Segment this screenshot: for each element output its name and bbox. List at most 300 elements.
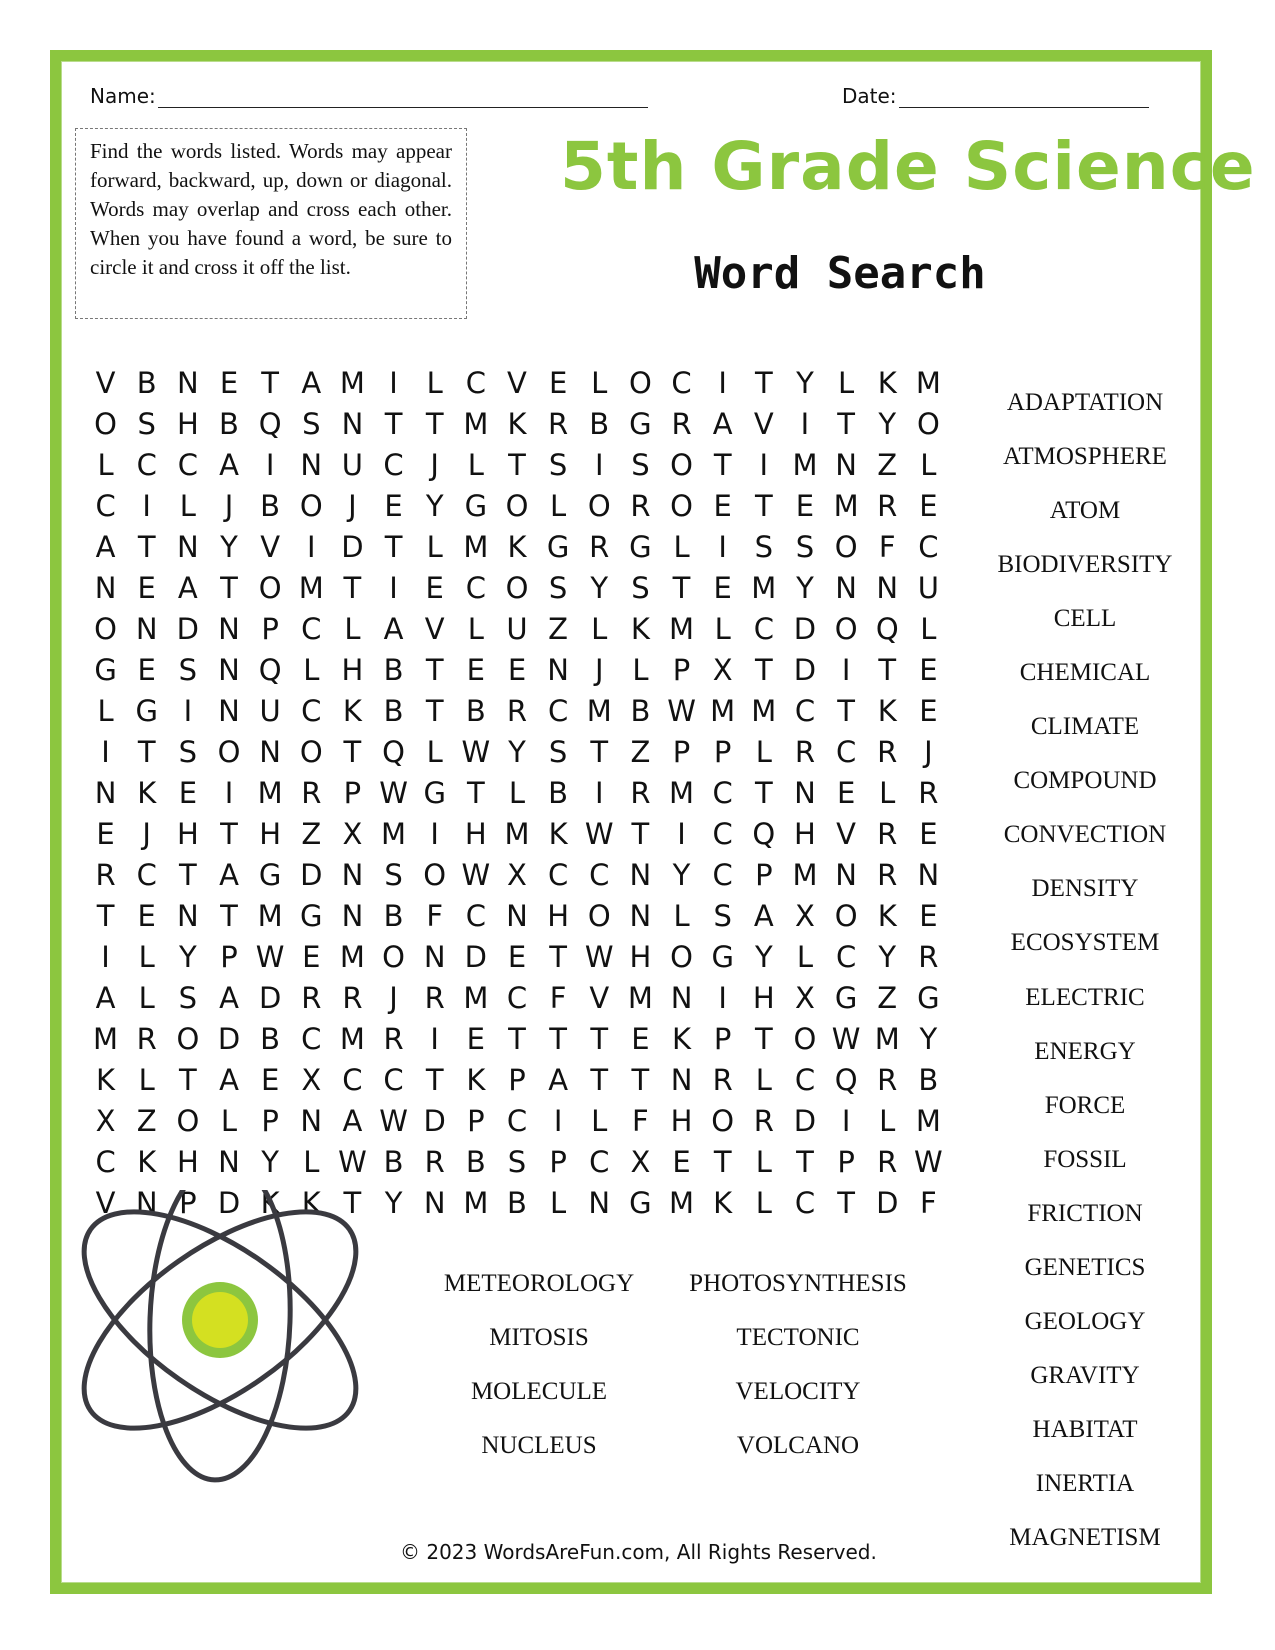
grid-letter[interactable]: P [755,858,773,893]
grid-letter[interactable]: O [299,488,323,523]
grid-letter[interactable]: S [548,570,568,605]
grid-letter[interactable]: T [137,529,156,564]
grid-letter[interactable]: K [507,406,527,441]
grid-letter[interactable]: E [507,652,527,687]
grid-letter[interactable]: E [919,488,938,523]
grid-letter[interactable]: B [589,406,610,441]
grid-letter[interactable]: N [135,1186,158,1221]
grid-letter[interactable]: F [426,899,444,934]
grid-letter[interactable]: F [632,1104,649,1139]
grid-letter[interactable]: T [754,652,773,687]
grid-letter[interactable]: C [465,899,486,934]
grid-letter[interactable]: S [137,406,156,441]
grid-letter[interactable]: C [465,570,486,605]
grid-letter[interactable]: Q [258,406,282,441]
grid-letter[interactable]: K [548,817,568,852]
grid-letter[interactable]: C [177,447,198,482]
grid-letter[interactable]: R [301,775,322,810]
grid-letter[interactable]: V [753,406,774,441]
grid-letter[interactable]: Y [178,940,197,975]
grid-letter[interactable]: I [183,693,193,728]
grid-letter[interactable]: I [101,940,110,975]
grid-letter[interactable]: T [508,447,526,482]
grid-letter[interactable]: L [138,940,155,975]
grid-letter[interactable]: M [586,693,612,728]
grid-letter[interactable]: X [342,817,363,852]
grid-letter[interactable]: T [754,365,773,400]
grid-letter[interactable]: K [507,529,527,564]
grid-letter[interactable]: I [841,1104,851,1139]
grid-letter[interactable]: K [466,1063,486,1098]
grid-letter[interactable]: T [425,693,444,728]
grid-letter[interactable]: H [629,940,652,975]
grid-letter[interactable]: C [794,1063,816,1098]
grid-letter[interactable]: C [465,365,486,400]
grid-letter[interactable]: D [876,1186,899,1221]
grid-letter[interactable]: P [220,940,238,975]
grid-letter[interactable]: O [670,447,693,482]
grid-letter[interactable]: W [584,817,614,852]
grid-letter[interactable]: A [95,529,116,564]
grid-letter[interactable]: K [630,611,650,646]
grid-letter[interactable]: I [677,817,686,852]
date-line[interactable] [899,87,1149,108]
grid-letter[interactable]: R [342,981,363,1016]
grid-letter[interactable]: L [591,611,608,646]
grid-letter[interactable]: O [916,406,940,441]
grid-letter[interactable]: Y [878,940,897,975]
grid-letter[interactable]: I [800,406,810,441]
grid-letter[interactable]: B [383,652,404,687]
grid-letter[interactable]: B [136,365,157,400]
grid-letter[interactable]: E [836,775,856,810]
grid-letter[interactable]: S [302,406,321,441]
grid-letter[interactable]: T [425,1063,444,1098]
grid-letter[interactable]: M [710,693,736,728]
grid-letter[interactable]: G [258,858,282,893]
grid-letter[interactable]: E [919,652,938,687]
grid-letter[interactable]: H [547,899,570,934]
grid-letter[interactable]: O [176,1104,200,1139]
grid-letter[interactable]: L [796,940,814,975]
grid-letter[interactable]: M [339,1022,365,1057]
grid-letter[interactable]: M [463,406,489,441]
grid-letter[interactable]: T [425,652,444,687]
grid-letter[interactable]: T [137,734,156,769]
grid-letter[interactable]: L [220,1104,238,1139]
grid-letter[interactable]: X [95,1104,116,1139]
grid-letter[interactable]: N [341,899,364,934]
grid-letter[interactable]: H [464,817,487,852]
grid-letter[interactable]: T [837,1186,855,1221]
grid-letter[interactable]: L [591,365,608,400]
grid-letter[interactable]: I [224,775,234,810]
grid-letter[interactable]: O [587,488,611,523]
grid-letter[interactable]: M [504,817,530,852]
grid-letter[interactable]: C [753,611,774,646]
grid-letter[interactable]: R [136,1022,157,1057]
grid-letter[interactable]: R [630,488,651,523]
grid-letter[interactable]: E [96,817,115,852]
grid-letter[interactable]: N [588,1186,611,1221]
grid-letter[interactable]: N [218,611,240,646]
grid-letter[interactable]: L [920,611,937,646]
grid-letter[interactable]: I [101,734,110,769]
grid-letter[interactable]: T [754,775,773,810]
grid-letter[interactable]: E [919,817,938,852]
grid-letter[interactable]: P [549,1145,567,1180]
grid-letter[interactable]: E [548,365,568,400]
grid-letter[interactable]: Y [425,488,444,523]
grid-letter[interactable]: D [217,1022,241,1057]
name-line[interactable] [158,87,648,108]
grid-letter[interactable]: F [878,529,896,564]
grid-letter[interactable]: C [95,1145,116,1180]
grid-letter[interactable]: T [590,1063,609,1098]
grid-letter[interactable]: P [261,611,279,646]
grid-letter[interactable]: K [301,1186,321,1221]
grid-letter[interactable]: W [667,693,696,728]
grid-letter[interactable]: E [631,1022,650,1057]
grid-letter[interactable]: A [342,1104,363,1139]
grid-letter[interactable]: N [94,775,117,810]
grid-letter[interactable]: E [713,570,732,605]
grid-letter[interactable]: M [463,981,489,1016]
grid-letter[interactable]: R [383,1022,404,1057]
grid-letter[interactable]: V [836,817,857,852]
date-field[interactable] [842,84,1149,108]
grid-letter[interactable]: H [176,1145,199,1180]
grid-letter[interactable]: N [547,652,569,687]
grid-letter[interactable]: L [97,693,114,728]
grid-letter[interactable]: T [837,406,855,441]
grid-letter[interactable]: C [136,447,157,482]
grid-letter[interactable]: Z [877,447,898,482]
grid-letter[interactable]: M [381,817,407,852]
grid-letter[interactable]: C [342,1063,363,1098]
grid-letter[interactable]: H [794,817,816,852]
grid-letter[interactable]: D [793,1104,817,1139]
grid-letter[interactable]: T [549,940,567,975]
grid-letter[interactable]: T [425,406,444,441]
grid-letter[interactable]: V [507,365,527,400]
grid-letter[interactable]: O [670,488,693,523]
grid-letter[interactable]: K [96,1063,116,1098]
grid-letter[interactable]: L [426,529,443,564]
grid-letter[interactable]: K [342,693,362,728]
grid-letter[interactable]: O [834,529,858,564]
grid-letter[interactable]: R [671,406,692,441]
grid-letter[interactable]: P [467,1104,485,1139]
grid-letter[interactable]: N [300,447,323,482]
grid-letter[interactable]: Y [508,734,526,769]
grid-letter[interactable]: R [630,775,651,810]
grid-letter[interactable]: J [348,488,357,523]
grid-letter[interactable]: P [261,1104,279,1139]
grid-letter[interactable]: N [177,899,199,934]
grid-letter[interactable]: K [137,1145,157,1180]
grid-letter[interactable]: C [301,1022,322,1057]
grid-letter[interactable]: N [94,570,117,605]
grid-letter[interactable]: G [546,529,570,564]
grid-letter[interactable]: D [176,611,200,646]
grid-letter[interactable]: C [506,981,528,1016]
grid-letter[interactable]: N [259,734,281,769]
grid-letter[interactable]: O [834,899,858,934]
grid-letter[interactable]: B [219,406,239,441]
grid-letter[interactable]: L [426,365,443,400]
grid-letter[interactable]: I [718,365,727,400]
grid-letter[interactable]: L [879,775,896,810]
grid-letter[interactable]: E [178,775,198,810]
grid-letter[interactable]: C [95,488,116,523]
grid-letter[interactable]: O [382,940,405,975]
grid-letter[interactable]: L [138,1063,155,1098]
grid-letter[interactable]: E [507,940,527,975]
grid-letter[interactable]: G [135,693,158,728]
grid-letter[interactable]: B [465,693,486,728]
grid-letter[interactable]: N [300,1104,323,1139]
grid-letter[interactable]: E [137,899,156,934]
grid-letter[interactable]: W [379,1104,408,1139]
grid-letter[interactable]: F [920,1186,937,1221]
grid-letter[interactable]: B [383,1145,404,1180]
grid-letter[interactable]: A [219,1063,239,1098]
grid-letter[interactable]: C [383,447,404,482]
grid-letter[interactable]: A [301,365,322,400]
grid-letter[interactable]: N [341,858,364,893]
grid-letter[interactable]: C [589,858,610,893]
grid-letter[interactable]: Y [261,1145,279,1180]
grid-letter[interactable]: O [628,365,652,400]
grid-letter[interactable]: X [795,899,815,934]
grid-letter[interactable]: L [467,447,484,482]
grid-letter[interactable]: M [915,365,941,400]
grid-letter[interactable]: T [508,1022,526,1057]
grid-letter[interactable]: U [506,611,528,646]
grid-letter[interactable]: C [301,611,322,646]
grid-letter[interactable]: Z [136,1104,157,1139]
grid-letter[interactable]: M [915,1104,941,1139]
grid-letter[interactable]: T [384,406,403,441]
grid-letter[interactable]: F [549,981,567,1016]
grid-letter[interactable]: O [670,940,693,975]
grid-letter[interactable]: T [220,899,238,934]
grid-letter[interactable]: T [96,899,115,934]
grid-letter[interactable]: X [301,1063,322,1098]
grid-letter[interactable]: B [465,1145,486,1180]
grid-letter[interactable]: I [594,447,604,482]
grid-letter[interactable]: L [673,899,690,934]
grid-letter[interactable]: K [877,693,897,728]
grid-letter[interactable]: T [466,775,485,810]
grid-letter[interactable]: O [587,899,611,934]
grid-letter[interactable]: V [589,981,610,1016]
grid-letter[interactable]: I [389,570,398,605]
grid-letter[interactable]: M [463,1186,489,1221]
grid-letter[interactable]: M [257,775,283,810]
grid-letter[interactable]: W [584,940,614,975]
grid-letter[interactable]: L [755,1063,772,1098]
grid-letter[interactable]: E [137,652,156,687]
grid-letter[interactable]: E [713,488,732,523]
grid-letter[interactable]: G [629,1186,652,1221]
grid-letter[interactable]: N [670,981,693,1016]
grid-letter[interactable]: T [343,570,362,605]
grid-letter[interactable]: I [718,529,727,564]
grid-letter[interactable]: K [260,1186,280,1221]
grid-letter[interactable]: N [835,570,857,605]
grid-letter[interactable]: G [300,899,323,934]
grid-letter[interactable]: C [835,734,857,769]
grid-letter[interactable]: B [260,488,281,523]
grid-letter[interactable]: Y [220,529,238,564]
grid-letter[interactable]: P [713,1022,732,1057]
grid-letter[interactable]: V [95,365,116,400]
grid-letter[interactable]: N [423,940,446,975]
grid-letter[interactable]: L [755,734,772,769]
grid-letter[interactable]: J [389,981,398,1016]
grid-letter[interactable]: T [343,734,362,769]
grid-letter[interactable]: A [219,981,239,1016]
grid-letter[interactable]: T [590,734,609,769]
grid-letter[interactable]: L [179,488,196,523]
grid-letter[interactable]: N [341,406,364,441]
grid-letter[interactable]: L [920,447,937,482]
grid-letter[interactable]: K [672,1022,692,1057]
grid-letter[interactable]: V [424,611,445,646]
grid-letter[interactable]: O [834,611,858,646]
grid-letter[interactable]: T [343,1186,362,1221]
grid-letter[interactable]: N [794,775,816,810]
grid-letter[interactable]: R [95,858,116,893]
grid-letter[interactable]: H [176,406,199,441]
grid-letter[interactable]: Q [834,1063,858,1098]
grid-letter[interactable]: D [217,1186,241,1221]
grid-letter[interactable]: T [384,529,403,564]
grid-letter[interactable]: L [838,365,855,400]
grid-letter[interactable]: L [97,447,114,482]
grid-letter[interactable]: I [142,488,151,523]
grid-letter[interactable]: T [713,447,732,482]
grid-letter[interactable]: X [507,858,527,893]
grid-letter[interactable]: I [306,529,316,564]
grid-letter[interactable]: R [877,858,898,893]
grid-letter[interactable]: M [627,981,653,1016]
grid-letter[interactable]: A [548,1063,569,1098]
grid-letter[interactable]: D [258,981,282,1016]
grid-letter[interactable]: P [672,734,691,769]
grid-letter[interactable]: J [142,817,151,852]
grid-letter[interactable]: J [924,734,933,769]
grid-letter[interactable]: M [792,858,818,893]
grid-letter[interactable]: T [178,1063,197,1098]
grid-letter[interactable]: T [837,693,855,728]
grid-letter[interactable]: R [589,529,610,564]
grid-letter[interactable]: S [384,858,403,893]
grid-letter[interactable]: J [224,488,234,523]
grid-letter[interactable]: I [430,817,439,852]
grid-letter[interactable]: L [426,734,443,769]
grid-letter[interactable]: A [383,611,404,646]
grid-letter[interactable]: O [176,1022,200,1057]
grid-letter[interactable]: G [917,981,940,1016]
grid-letter[interactable]: S [631,447,650,482]
grid-letter[interactable]: W [914,1145,943,1180]
grid-letter[interactable]: P [713,734,732,769]
grid-letter[interactable]: Y [878,406,897,441]
grid-letter[interactable]: G [834,981,858,1016]
grid-letter[interactable]: T [878,652,897,687]
grid-letter[interactable]: H [176,817,199,852]
grid-letter[interactable]: T [796,1145,814,1180]
grid-letter[interactable]: M [792,447,818,482]
grid-letter[interactable]: S [631,570,650,605]
grid-letter[interactable]: L [550,1186,567,1221]
grid-letter[interactable]: R [877,817,898,852]
grid-letter[interactable]: G [464,488,488,523]
grid-letter[interactable]: I [718,981,727,1016]
grid-letter[interactable]: G [711,940,734,975]
grid-letter[interactable]: O [505,570,529,605]
grid-letter[interactable]: V [260,529,281,564]
grid-letter[interactable]: S [548,447,568,482]
grid-letter[interactable]: Z [877,981,898,1016]
grid-letter[interactable]: D [341,529,364,564]
grid-letter[interactable]: C [712,775,733,810]
grid-letter[interactable]: R [877,1063,898,1098]
grid-letter[interactable]: C [383,1063,404,1098]
grid-letter[interactable]: R [918,775,939,810]
grid-letter[interactable]: L [508,775,526,810]
grid-letter[interactable]: R [424,981,445,1016]
grid-letter[interactable]: X [712,652,733,687]
grid-letter[interactable]: B [383,693,404,728]
grid-letter[interactable]: C [301,693,322,728]
grid-letter[interactable]: S [754,529,774,564]
grid-letter[interactable]: W [461,858,491,893]
grid-letter[interactable]: S [548,734,568,769]
grid-letter[interactable]: E [795,488,815,523]
grid-letter[interactable]: K [137,775,157,810]
grid-letter[interactable]: R [301,981,322,1016]
grid-letter[interactable]: X [630,1145,651,1180]
grid-letter[interactable]: C [589,1145,610,1180]
grid-letter[interactable]: L [550,488,567,523]
grid-letter[interactable]: N [218,693,240,728]
grid-letter[interactable]: I [430,1022,439,1057]
grid-letter[interactable]: N [177,365,199,400]
grid-letter[interactable]: W [255,940,285,975]
grid-letter[interactable]: M [339,365,365,400]
grid-letter[interactable]: R [877,1145,898,1180]
grid-letter[interactable]: M [257,899,283,934]
grid-letter[interactable]: Y [754,940,773,975]
grid-letter[interactable]: K [877,899,897,934]
grid-letter[interactable]: C [547,693,569,728]
grid-letter[interactable]: C [835,940,857,975]
grid-letter[interactable]: L [303,1145,320,1180]
grid-letter[interactable]: M [751,570,777,605]
grid-letter[interactable]: T [754,1022,773,1057]
grid-letter[interactable]: G [629,529,652,564]
grid-letter[interactable]: B [260,1022,281,1057]
grid-letter[interactable]: Q [258,652,282,687]
grid-letter[interactable]: J [430,447,439,482]
grid-letter[interactable]: M [93,1022,119,1057]
grid-letter[interactable]: L [591,1104,608,1139]
grid-letter[interactable]: S [507,1145,527,1180]
